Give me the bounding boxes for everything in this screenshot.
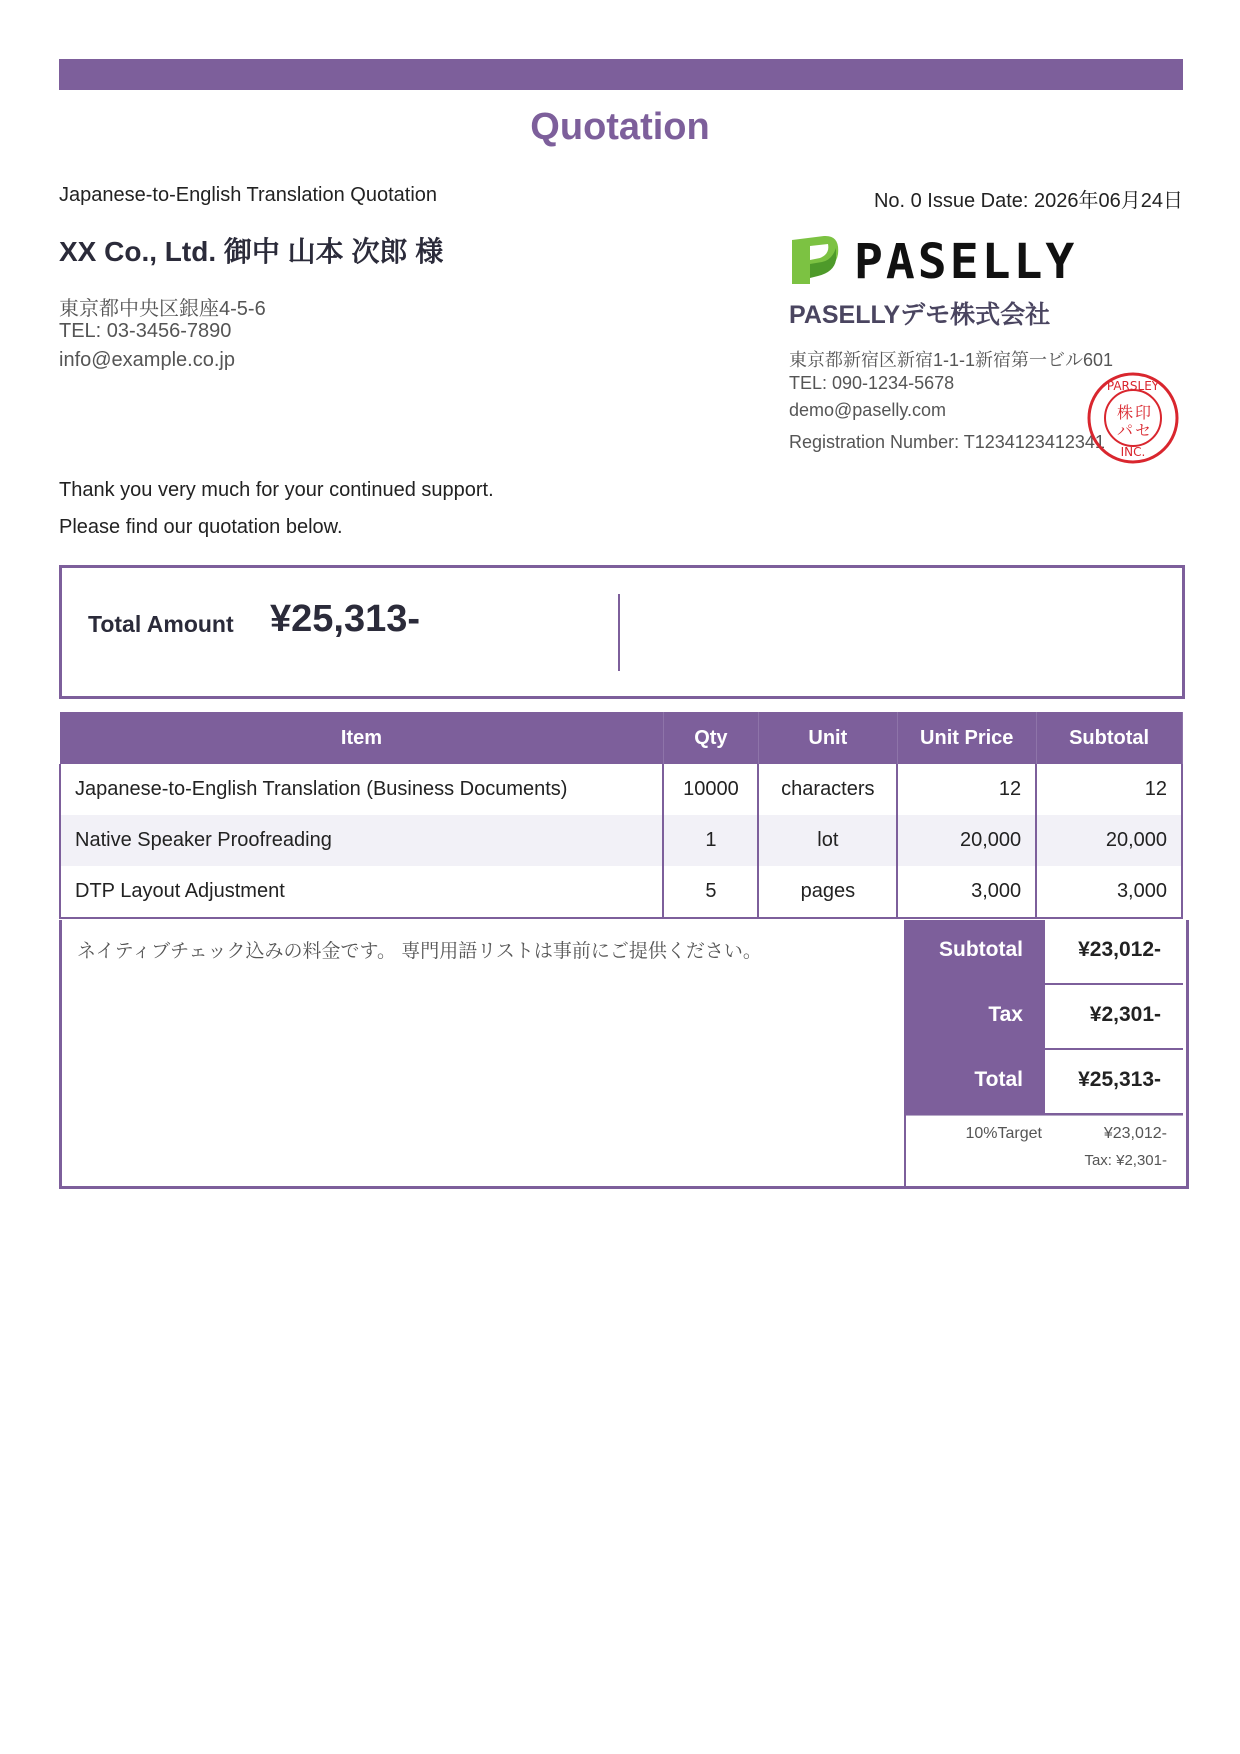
items-table [59,712,1183,919]
total-box-divider [618,594,620,671]
company-logo [790,232,1090,293]
table-header-row [60,712,1182,764]
svg-text:PARSLEY: PARSLEY [1106,379,1160,393]
item-unit: lot [758,815,897,866]
item-unit-price: 20,000 [897,815,1036,866]
item-unit: pages [758,866,897,918]
summary-section [59,920,1189,1189]
logo-wordmark: PASELLY [854,234,1078,288]
client-email: info@example.co.jp [59,349,235,371]
item-subtotal: 3,000 [1036,866,1182,918]
client-tel: TEL: 03-3456-7890 [59,320,232,342]
company-seal-stamp [1085,370,1181,471]
company-name: PASELLYデモ株式会社 [789,301,1051,329]
company-address: 東京都新宿区新宿1-1-1新宿第一ビル601 [789,350,1114,370]
table-row [60,764,1182,815]
header-qty: Qty [663,712,758,764]
header-accent-bar [59,59,1183,90]
client-name: XX Co., Ltd. 御中 山本 次郎 様 [59,236,444,267]
greeting-line-1: Thank you very much for your continued support. [59,479,494,501]
client-address: 東京都中央区銀座4-5-6 [59,298,266,320]
item-qty: 10000 [663,764,758,815]
tax-label: Tax [906,985,1045,1050]
svg-text:パ: パ [1116,421,1134,440]
item-unit-price: 12 [897,764,1036,815]
remarks-note: ネイティブチェック込みの料金です。 専門用語リストは事前にご提供ください。 [77,941,762,962]
company-tel: TEL: 090-1234-5678 [789,373,955,393]
document-title: Quotation [530,106,710,148]
total-amount-value: ¥25,313- [270,598,421,640]
item-name: DTP Layout Adjustment [60,866,663,918]
header-unit: Unit [758,712,897,764]
table-row [60,815,1182,866]
svg-text:印: 印 [1134,403,1152,422]
item-name: Japanese-to-English Translation (Business Documents) [60,764,663,815]
tax-target-label: 10%Target [965,1125,1042,1142]
tax-breakdown-divider [906,1115,1183,1116]
header-item: Item [60,712,663,764]
company-registration: Registration Number: T1234123412341 [789,432,1105,452]
tax-value: ¥2,301- [1045,985,1183,1050]
item-name: Native Speaker Proofreading [60,815,663,866]
grand-total-label: Total [906,1050,1045,1115]
subtotal-value: ¥23,012- [1045,920,1183,985]
table-row [60,866,1182,918]
svg-text:セ: セ [1134,421,1152,440]
company-email: demo@paselly.com [789,400,946,420]
item-qty: 1 [663,815,758,866]
item-subtotal: 20,000 [1036,815,1182,866]
item-subtotal: 12 [1036,764,1182,815]
issue-number-date: No. 0 Issue Date: 2026年06月24日 [873,190,1183,212]
logo-leaf-icon [792,236,838,284]
item-unit-price: 3,000 [897,866,1036,918]
item-qty: 5 [663,866,758,918]
grand-total-value: ¥25,313- [1045,1050,1183,1115]
svg-text:INC.: INC. [1120,445,1146,459]
tax-target-tax: Tax: ¥2,301- [1084,1152,1167,1169]
item-unit: characters [758,764,897,815]
total-amount-box [59,565,1185,699]
subtotal-label: Subtotal [906,920,1045,985]
header-subtotal: Subtotal [1036,712,1182,764]
greeting-line-2: Please find our quotation below. [59,516,343,538]
svg-text:株: 株 [1116,403,1134,422]
total-amount-label: Total Amount [88,611,234,637]
header-unit-price: Unit Price [897,712,1036,764]
document-subtitle: Japanese-to-English Translation Quotation [59,184,438,206]
tax-target-value: ¥23,012- [1103,1125,1167,1142]
